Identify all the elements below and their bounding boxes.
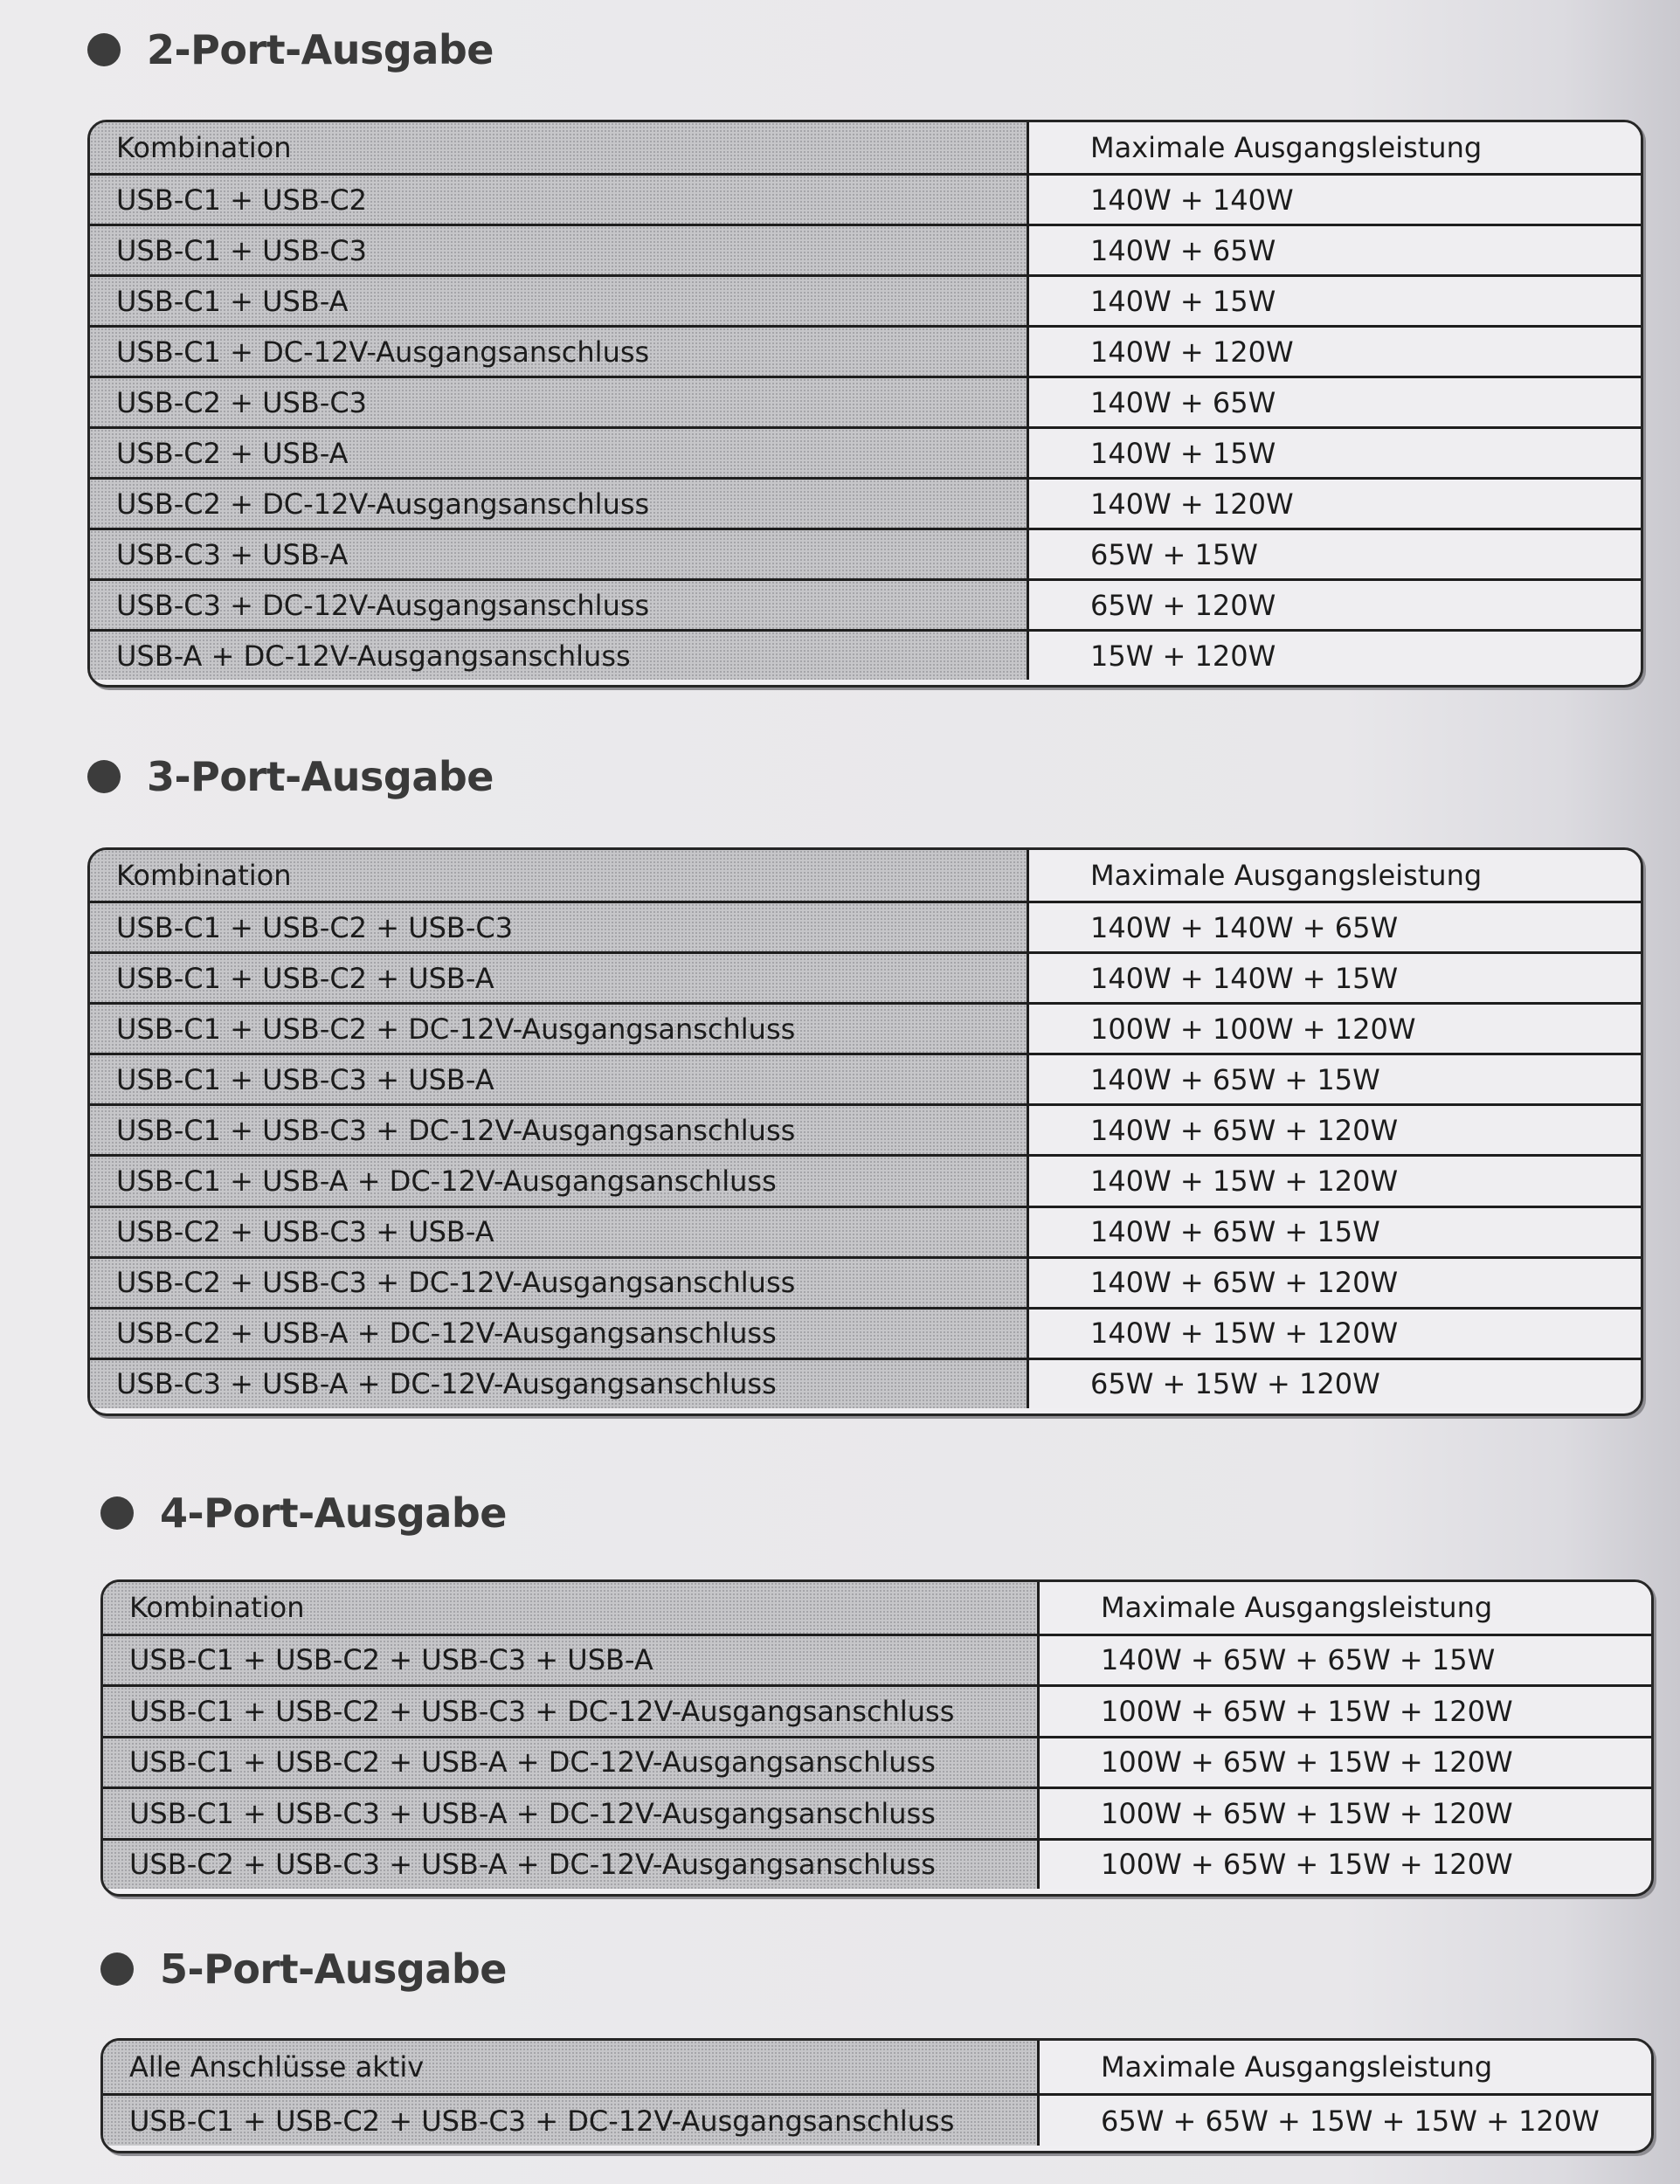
table-row — [90, 477, 1641, 528]
cell-combination: USB-C1 + USB-C2 + USB-C3 — [90, 903, 1029, 951]
table-header-row — [103, 2041, 1651, 2093]
cell-max-output: 140W + 65W — [1029, 226, 1641, 274]
cell-max-output: 140W + 140W + 65W — [1029, 903, 1641, 951]
table-row — [103, 2093, 1651, 2146]
column-header-combination: Alle Anschlüsse aktiv — [103, 2041, 1040, 2093]
column-header-combination: Kombination — [90, 122, 1029, 173]
table-header-row — [90, 122, 1641, 173]
column-header-max-output: Maximale Ausgangsleistung — [1029, 850, 1641, 901]
table-row — [90, 274, 1641, 325]
cell-max-output: 140W + 65W + 120W — [1029, 1106, 1641, 1154]
table-row — [90, 1307, 1641, 1358]
cell-combination: USB-C1 + DC-12V-Ausgangsanschluss — [90, 328, 1029, 376]
cell-max-output: 100W + 65W + 15W + 120W — [1040, 1738, 1651, 1787]
table-5-port — [100, 2038, 1654, 2153]
cell-max-output: 15W + 120W — [1029, 632, 1641, 680]
cell-max-output: 140W + 140W — [1029, 176, 1641, 224]
cell-combination: USB-C3 + DC-12V-Ausgangsanschluss — [90, 581, 1029, 629]
cell-combination: USB-C1 + USB-C3 + USB-A + DC-12V-Ausgangsanschluss — [103, 1789, 1040, 1838]
table-header-row — [90, 850, 1641, 901]
section-heading-5-port — [100, 1946, 507, 1993]
cell-max-output: 65W + 15W — [1029, 530, 1641, 578]
cell-combination: USB-C2 + USB-C3 + USB-A + DC-12V-Ausgangsanschluss — [103, 1841, 1040, 1890]
cell-combination: USB-C2 + USB-A + DC-12V-Ausgangsanschluss — [90, 1310, 1029, 1358]
cell-combination: USB-A + DC-12V-Ausgangsanschluss — [90, 632, 1029, 680]
table-row — [90, 1002, 1641, 1053]
column-header-max-output: Maximale Ausgangsleistung — [1040, 2041, 1651, 2093]
table-row — [90, 578, 1641, 629]
bullet-icon — [100, 1952, 134, 1986]
cell-max-output: 140W + 140W + 15W — [1029, 954, 1641, 1002]
cell-max-output: 100W + 65W + 15W + 120W — [1040, 1789, 1651, 1838]
cell-combination: USB-C3 + USB-A + DC-12V-Ausgangsanschluss — [90, 1360, 1029, 1408]
table-row — [90, 426, 1641, 477]
cell-max-output: 140W + 15W + 120W — [1029, 1310, 1641, 1358]
table-row — [103, 1634, 1651, 1685]
cell-max-output: 65W + 65W + 15W + 15W + 120W — [1040, 2096, 1651, 2146]
table-row — [90, 1103, 1641, 1154]
column-header-combination: Kombination — [103, 1582, 1040, 1634]
cell-max-output: 65W + 120W — [1029, 581, 1641, 629]
cell-combination: USB-C2 + USB-C3 + USB-A — [90, 1208, 1029, 1256]
table-row — [90, 629, 1641, 680]
cell-max-output: 100W + 65W + 15W + 120W — [1040, 1687, 1651, 1736]
cell-combination: USB-C1 + USB-C3 + DC-12V-Ausgangsanschluss — [90, 1106, 1029, 1154]
table-header-row — [103, 1582, 1651, 1634]
cell-max-output: 140W + 65W + 65W + 15W — [1040, 1636, 1651, 1685]
bullet-icon — [100, 1496, 134, 1530]
table-row — [103, 1838, 1651, 1890]
cell-combination: USB-C2 + DC-12V-Ausgangsanschluss — [90, 480, 1029, 528]
column-header-max-output: Maximale Ausgangsleistung — [1029, 122, 1641, 173]
table-4-port — [100, 1579, 1654, 1897]
cell-max-output: 140W + 15W — [1029, 277, 1641, 325]
cell-combination: USB-C1 + USB-C2 + USB-C3 + DC-12V-Ausgangsanschluss — [103, 2096, 1040, 2146]
cell-combination: USB-C2 + USB-C3 — [90, 378, 1029, 426]
cell-combination: USB-C1 + USB-C3 + USB-A — [90, 1055, 1029, 1103]
table-row — [103, 1736, 1651, 1787]
cell-combination: USB-C1 + USB-C2 + USB-C3 + USB-A — [103, 1636, 1040, 1685]
table-3-port — [87, 847, 1643, 1416]
cell-max-output: 140W + 65W + 15W — [1029, 1055, 1641, 1103]
cell-max-output: 140W + 15W + 120W — [1029, 1157, 1641, 1205]
section-title: 3-Port-Ausgabe — [147, 753, 494, 800]
table-row — [103, 1684, 1651, 1736]
cell-max-output: 140W + 65W + 15W — [1029, 1208, 1641, 1256]
table-row — [90, 224, 1641, 274]
section-title: 4-Port-Ausgabe — [160, 1489, 508, 1537]
cell-max-output: 140W + 65W — [1029, 378, 1641, 426]
table-row — [90, 1358, 1641, 1408]
section-heading-2-port — [87, 26, 494, 73]
column-header-combination: Kombination — [90, 850, 1029, 901]
column-header-max-output: Maximale Ausgangsleistung — [1040, 1582, 1651, 1634]
cell-combination: USB-C1 + USB-A — [90, 277, 1029, 325]
bullet-icon — [87, 33, 121, 66]
table-row — [90, 1256, 1641, 1307]
cell-combination: USB-C1 + USB-C2 + USB-A + DC-12V-Ausgangsanschluss — [103, 1738, 1040, 1787]
cell-combination: USB-C1 + USB-C2 + DC-12V-Ausgangsanschluss — [90, 1005, 1029, 1053]
table-row — [90, 528, 1641, 578]
table-row — [90, 376, 1641, 426]
cell-max-output: 65W + 15W + 120W — [1029, 1360, 1641, 1408]
cell-combination: USB-C1 + USB-C2 + USB-A — [90, 954, 1029, 1002]
cell-combination: USB-C2 + USB-C3 + DC-12V-Ausgangsanschluss — [90, 1259, 1029, 1307]
section-title: 5-Port-Ausgabe — [160, 1946, 508, 1993]
cell-max-output: 140W + 120W — [1029, 480, 1641, 528]
cell-max-output: 140W + 65W + 120W — [1029, 1259, 1641, 1307]
cell-max-output: 100W + 100W + 120W — [1029, 1005, 1641, 1053]
cell-max-output: 140W + 15W — [1029, 429, 1641, 477]
table-row — [90, 173, 1641, 224]
cell-combination: USB-C1 + USB-A + DC-12V-Ausgangsanschluss — [90, 1157, 1029, 1205]
table-2-port — [87, 120, 1643, 688]
table-row — [90, 1053, 1641, 1103]
table-row — [90, 1206, 1641, 1256]
table-row — [90, 325, 1641, 376]
bullet-icon — [87, 760, 121, 793]
section-heading-4-port — [100, 1489, 507, 1537]
cell-combination: USB-C1 + USB-C2 + USB-C3 + DC-12V-Ausgangsanschluss — [103, 1687, 1040, 1736]
table-row — [90, 901, 1641, 951]
section-title: 2-Port-Ausgabe — [147, 26, 494, 73]
cell-combination: USB-C3 + USB-A — [90, 530, 1029, 578]
table-row — [90, 1154, 1641, 1205]
cell-combination: USB-C1 + USB-C2 — [90, 176, 1029, 224]
cell-combination: USB-C2 + USB-A — [90, 429, 1029, 477]
table-row — [103, 1787, 1651, 1838]
cell-max-output: 100W + 65W + 15W + 120W — [1040, 1841, 1651, 1890]
table-row — [90, 951, 1641, 1002]
cell-combination: USB-C1 + USB-C3 — [90, 226, 1029, 274]
cell-max-output: 140W + 120W — [1029, 328, 1641, 376]
section-heading-3-port — [87, 753, 494, 800]
